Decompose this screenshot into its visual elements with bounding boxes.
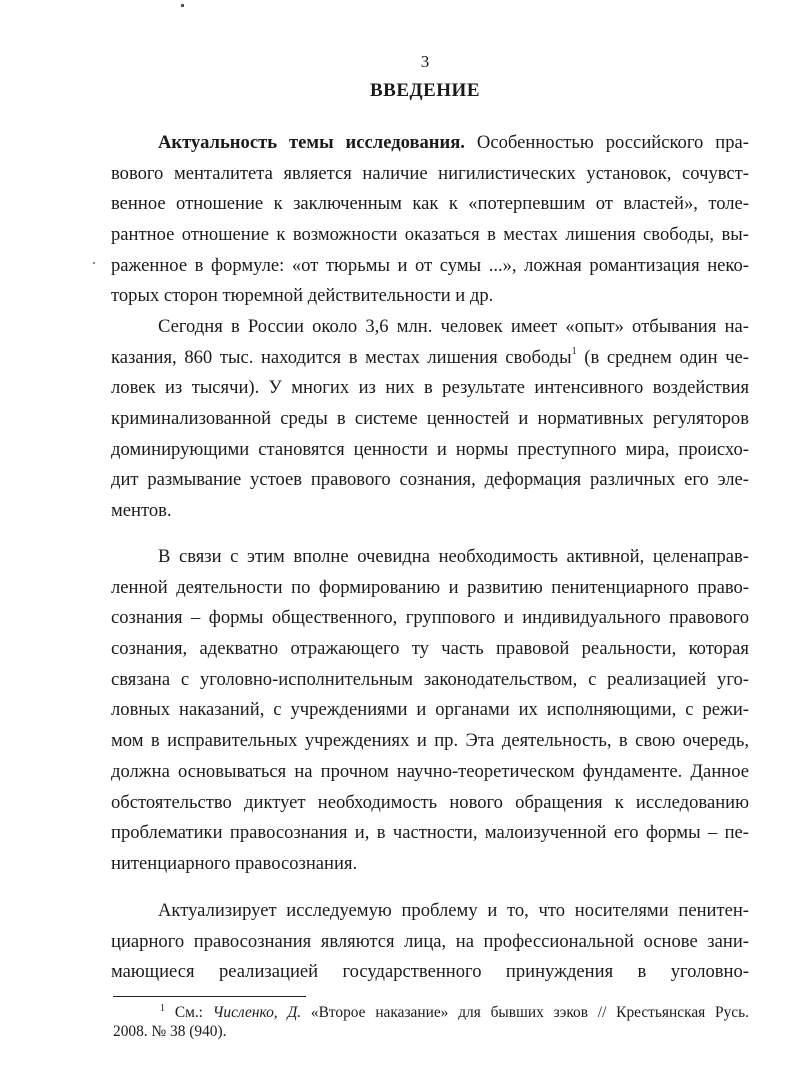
scan-speck <box>93 262 95 264</box>
section-heading: ВВЕДЕНИЕ <box>370 80 480 101</box>
text-line: ловек из тысячи). У многих из них в результате интенсивного воздействия <box>111 377 749 399</box>
bold-lead: Актуальность темы исследования. <box>158 132 465 153</box>
footnote-marker: 1 <box>160 1002 165 1014</box>
text-line: криминализованной среды в системе ценностей и нормативных регуляторов <box>111 408 749 430</box>
text-line: связана с уголовно-исполнительным законодательством, с реализацией уго- <box>111 668 749 690</box>
text-line: вового менталитета является наличие нигилистических установок, сочувст- <box>111 162 749 184</box>
text-line: рантное отношение к возможности оказаться в местах лишения свободы, вы- <box>111 224 749 246</box>
paragraph-statistics <box>111 312 749 527</box>
text-line: должна основываться на прочном научно-теоретическом фундаменте. Данное <box>111 760 749 782</box>
text-line: циарного правосознания являются лица, на профессиональной основе зани- <box>111 930 749 952</box>
text-line: проблематики правосознания и, в частности, малоизученной его формы – пе- <box>111 822 749 844</box>
text-line: Актуальность темы исследования. Особенностью российского пра- <box>158 132 749 153</box>
paragraph-relevance <box>111 128 749 312</box>
footnote-reference[interactable]: 1 <box>571 345 577 357</box>
text-line: доминирующими становятся ценности и нормы преступного мира, происхо- <box>111 438 749 460</box>
text-line: казания, 860 тыс. находится в местах лишения свободы$^1$ (в среднем один че- <box>111 345 749 368</box>
text-line: дит размывание устоев правового сознания, деформация различных его эле- <box>111 469 749 491</box>
text-line: обстоятельство диктует необходимость нового обращения к исследованию <box>111 791 749 813</box>
footnote-author: Численко, Д. <box>212 1004 302 1021</box>
text-line: сознания – формы общественного, группового и индивидуального правового <box>111 607 749 629</box>
footnote-line: 2008. № 38 (940). <box>113 1023 227 1040</box>
paragraph-necessity <box>111 542 749 880</box>
text-line: раженное в формуле: «от тюрьмы и от сумы ...», ложная романтизация неко- <box>111 254 749 276</box>
text-line: В связи с этим вполне очевидна необходимость активной, целенаправ- <box>158 546 749 567</box>
footnote-line: $^1$ См.: Численко, Д. «Второе наказание» для бывших зэков // Крестьянская Русь. <box>160 1002 749 1021</box>
scan-speck <box>181 4 184 7</box>
text-line: сознания, адекватно отражающего ту часть правовой реальности, которая <box>111 638 749 660</box>
text-line: ментов. <box>111 500 172 522</box>
text-line: Сегодня в России около 3,6 млн. человек имеет «опыт» отбывания на- <box>158 316 749 337</box>
text-line: ловных наказаний, с учреждениями и органами их исполняющими, с режи- <box>111 699 749 721</box>
text-line: мом в исправительных учреждениях и пр. Эта деятельность, в свою очередь, <box>111 730 749 752</box>
text-line: нитенциарного правосознания. <box>111 852 358 874</box>
text-line: мающиеся реализацией государственного принуждения в уголовно- <box>111 961 749 983</box>
text-line: венное отношение к заключенным как к «потерпевшим от властей», толе- <box>111 193 749 215</box>
footnote <box>113 1003 749 1041</box>
text-line: торых сторон тюремной действительности и др. <box>111 285 494 307</box>
page-number: 3 <box>420 52 430 71</box>
text-line: ленной деятельности по формированию и развитию пенитенциарного право- <box>111 576 749 598</box>
paragraph-carriers <box>111 896 749 988</box>
text-line: Актуализирует исследуемую проблему и то, что носителями пенитен- <box>158 900 749 921</box>
footnote-separator <box>113 996 306 997</box>
